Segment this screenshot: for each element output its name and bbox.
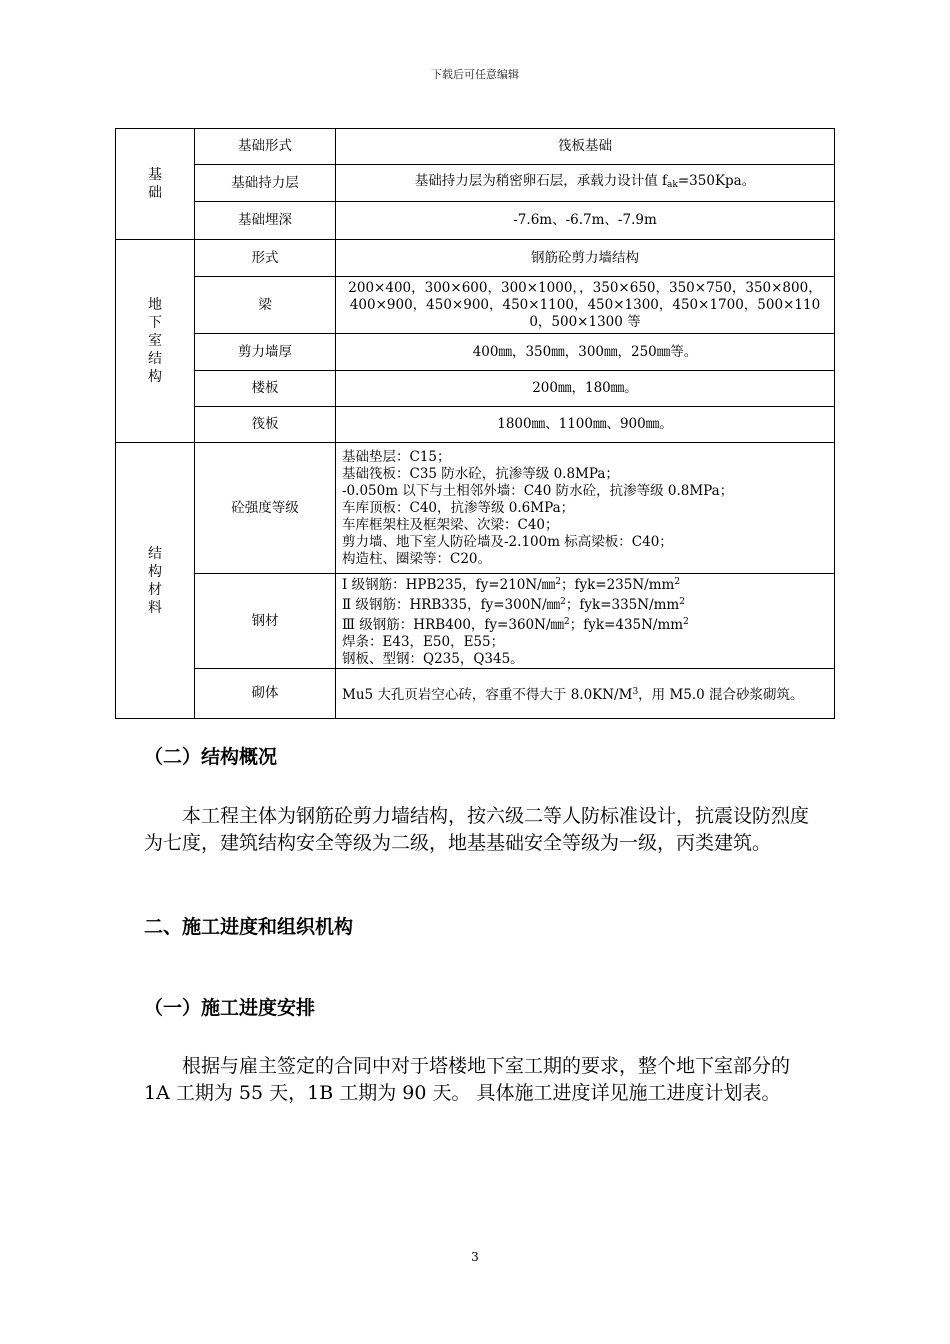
page-header: 下载后可任意编辑 (431, 68, 519, 81)
table-row (116, 371, 835, 407)
page-number: 3 (471, 1250, 479, 1264)
section-heading-schedule-organization: 二、施工进度和组织机构 (144, 916, 354, 938)
table-row (116, 334, 835, 371)
row-label: 基础埋深 (195, 202, 336, 240)
row-value: 筏板基础 (336, 129, 835, 165)
row-label: 梁 (195, 277, 336, 334)
category-structural-materials: 结构材料 (116, 443, 195, 719)
table-row (116, 277, 835, 334)
row-label: 筏板 (195, 407, 336, 443)
row-label: 钢材 (195, 574, 336, 669)
row-label: 砌体 (195, 669, 336, 719)
list-item: 构造柱、圈梁等：C20。 (342, 550, 492, 567)
table-row (116, 669, 835, 719)
table-row (116, 202, 835, 240)
table-row (116, 443, 835, 574)
row-label: 剪力墙厚 (195, 334, 336, 371)
category-basement-structure: 地下室结构 (116, 240, 195, 443)
table-row (116, 240, 835, 277)
section-heading-structure-overview: （二）结构概况 (144, 746, 278, 768)
row-label: 形式 (195, 240, 336, 277)
row-label: 基础持力层 (195, 165, 336, 202)
list-item: Ⅲ 级钢筋：HRB400，fy=360N/㎜$^2$；$fyk=435N/mm^2$ (342, 617, 689, 633)
list-item: 车库顶板：C40，抗渗等级 0.6MPa； (342, 499, 575, 516)
row-value: 1800㎜、1100㎜、900㎜。 (336, 407, 835, 443)
row-value: -7.6m、-6.7m、-7.9m (336, 202, 835, 240)
list-item: Ⅰ 级钢筋：HPB235，fy=210N/㎜$^2$；$fyk=235N/mm^2$ (342, 577, 681, 593)
row-label: 楼板 (195, 371, 336, 407)
list-item: 基础筏板：C35 防水砼，抗渗等级 0.8MPa； (342, 465, 619, 482)
row-value: 200×400，300×600，300×1000，，350×650，350×750，350×800，400×900，450×900，450×1100，450×1300，450×1700，500×1100，500×1300 等 (336, 277, 835, 334)
row-value: 基础持力层为稍密卵石层，承载力设计值 $f_{ak}=350Kpa$。 (336, 165, 835, 202)
list-item: 焊条：E43，E50，E55； (342, 634, 505, 650)
structure-overview-paragraph: 本工程主体为钢筋砼剪力墙结构，按六级二等人防标准设计，抗震设防烈度为七度，建筑结构安全等级为二级，地基基础安全等级为一级，丙类建筑。 (144, 805, 810, 854)
structure-spec-table (115, 128, 835, 719)
table-row (116, 129, 835, 165)
concrete-grade-list (336, 443, 835, 574)
row-label: 基础形式 (195, 129, 336, 165)
list-item: 钢板、型钢：Q235，Q345。 (342, 651, 524, 667)
list-item: Ⅱ 级钢筋：HRB335，fy=300N/㎜$^2$；$fyk=335N/mm^2$ (342, 597, 685, 613)
list-item: -0.050m 以下与土相邻外墙：C40 防水砼，抗渗等级 0.8MPa； (342, 482, 734, 499)
schedule-paragraph: 根据与雇主签定的合同中对于塔楼地下室工期的要求，整个地下室部分的 1A 工期为 55 天，1B 工期为 90 天。 具体施工进度详见施工进度计划表。 (144, 1055, 791, 1104)
table-row (116, 574, 835, 669)
steel-list (336, 574, 835, 669)
list-item: 剪力墙、地下室人防砼墙及-2.100m 标高梁板：C40； (342, 533, 673, 550)
section-heading-schedule-arrangement: （一）施工进度安排 (144, 997, 316, 1019)
category-foundation: 基础 (116, 129, 195, 240)
row-value: 钢筋砼剪力墙结构 (336, 240, 835, 277)
row-label: 砼强度等级 (195, 443, 336, 574)
row-value: 400㎜，350㎜，300㎜，250㎜等。 (336, 334, 835, 371)
table-row (116, 407, 835, 443)
masonry-value: Mu5 大孔页岩空心砖，容重不得大于 $8.0KN/M^3$，用 M5.0 混合砂浆砌筑。 (336, 669, 835, 719)
list-item: 基础垫层：C15； (342, 448, 451, 465)
row-value: 200㎜，180㎜。 (336, 371, 835, 407)
list-item: 车库框架柱及框架梁、次梁：C40； (342, 516, 559, 533)
table-row (116, 165, 835, 202)
